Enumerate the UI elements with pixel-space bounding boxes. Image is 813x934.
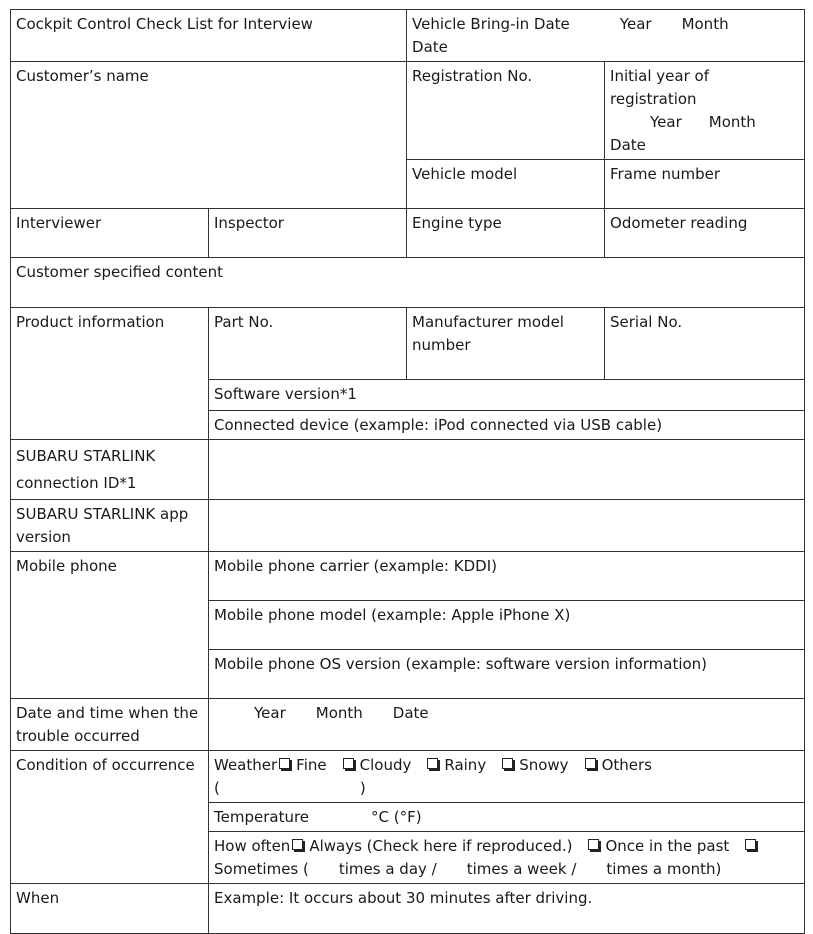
engine-type-cell[interactable] [407,209,605,258]
mobile-os-cell[interactable] [209,650,805,699]
trouble-date-label: Date and time when the trouble occurred [11,699,209,751]
bring-in-date-cell[interactable] [407,10,805,62]
manufacturer-model-label: Manufacturer model number [412,313,564,354]
condition-label: Condition of occurrence [11,751,209,884]
always-checkbox[interactable] [292,839,303,850]
mobile-model-cell[interactable] [209,601,805,650]
how-often-cell [209,832,805,884]
starlink-app-label: SUBARU STARLINK app version [11,500,209,552]
trouble-year: Year [254,704,286,722]
sometimes-checkbox[interactable] [745,839,756,850]
customer-content-label: Customer specified content [16,263,224,281]
software-version-cell[interactable] [209,380,805,411]
when-label: When [11,884,209,934]
vehicle-model-cell[interactable] [407,160,605,209]
fine-checkbox[interactable] [279,758,290,769]
bring-in-date: Date [412,38,448,56]
customer-content-cell[interactable] [11,258,805,308]
starlink-id-label: SUBARU STARLINK connection ID*1 [11,440,209,500]
weather-cell [209,751,805,803]
times-month-label: times a month) [606,860,722,878]
always-label: Always (Check here if reproduced.) [309,837,573,855]
odometer-label: Odometer reading [610,214,748,232]
inspector-label: Inspector [214,214,284,232]
snowy-checkbox[interactable] [502,758,513,769]
others-checkbox[interactable] [585,758,596,769]
sometimes-label: Sometimes ( [214,860,309,878]
initial-year-month: Month [708,113,756,131]
frame-number-cell[interactable] [605,160,805,209]
initial-year-cell[interactable] [605,62,805,160]
temperature-label: Temperature [214,808,310,826]
trouble-month: Month [315,704,363,722]
weather-label: Weather [214,756,278,774]
connected-device-cell[interactable] [209,411,805,440]
when-example: Example: It occurs about 30 minutes after driving. [214,889,593,907]
cloudy-label: Cloudy [359,756,412,774]
trouble-date: Date [392,704,429,722]
checklist-title: Cockpit Control Check List for Interview [11,10,407,62]
customer-name-label: Customer’s name [16,67,149,85]
starlink-app-field[interactable] [209,500,805,552]
mobile-os-label: Mobile phone OS version (example: software version information) [214,655,708,673]
checklist-table [10,9,805,934]
once-checkbox[interactable] [588,839,599,850]
manufacturer-model-cell[interactable] [407,308,605,380]
when-field[interactable] [209,884,805,934]
times-week-label: times a week / [466,860,577,878]
part-no-label: Part No. [214,313,274,331]
initial-year-date: Date [610,136,646,154]
initial-year-label: Initial year of registration [610,67,709,108]
engine-type-label: Engine type [412,214,502,232]
bring-in-month: Month [681,15,729,33]
trouble-date-field[interactable] [209,699,805,751]
times-day-label: times a day / [338,860,437,878]
connected-device-label: Connected device (example: iPod connected via USB cable) [214,416,663,434]
once-label: Once in the past [605,837,730,855]
frame-number-label: Frame number [610,165,721,183]
interviewer-cell[interactable] [11,209,209,258]
customer-name-cell[interactable] [11,62,407,209]
serial-no-cell[interactable] [605,308,805,380]
cloudy-checkbox[interactable] [343,758,354,769]
registration-no-label: Registration No. [412,67,533,85]
serial-no-label: Serial No. [610,313,683,331]
others-paren-close: ) [359,779,366,797]
fine-label: Fine [296,756,327,774]
initial-year-year: Year [650,113,682,131]
product-information-label: Product information [11,308,209,440]
temperature-unit: °C (°F) [371,808,422,826]
mobile-model-label: Mobile phone model (example: Apple iPhone X) [214,606,571,624]
vehicle-model-label: Vehicle model [412,165,518,183]
mobile-carrier-cell[interactable] [209,552,805,601]
bring-in-year: Year [619,15,652,33]
software-version-label: Software version*1 [214,385,357,403]
others-paren-open: ( [214,779,220,797]
others-label: Others [601,756,652,774]
odometer-cell[interactable] [605,209,805,258]
mobile-carrier-label: Mobile phone carrier (example: KDDI) [214,557,497,575]
rainy-checkbox[interactable] [427,758,438,769]
inspector-cell[interactable] [209,209,407,258]
starlink-id-field[interactable] [209,440,805,500]
rainy-label: Rainy [444,756,487,774]
temperature-cell[interactable] [209,803,805,832]
snowy-label: Snowy [519,756,569,774]
interviewer-label: Interviewer [16,214,102,232]
part-no-cell[interactable] [209,308,407,380]
bring-in-label: Vehicle Bring-in Date [412,15,570,33]
mobile-phone-label: Mobile phone [11,552,209,699]
registration-no-cell[interactable] [407,62,605,160]
how-often-label: How often [214,837,291,855]
